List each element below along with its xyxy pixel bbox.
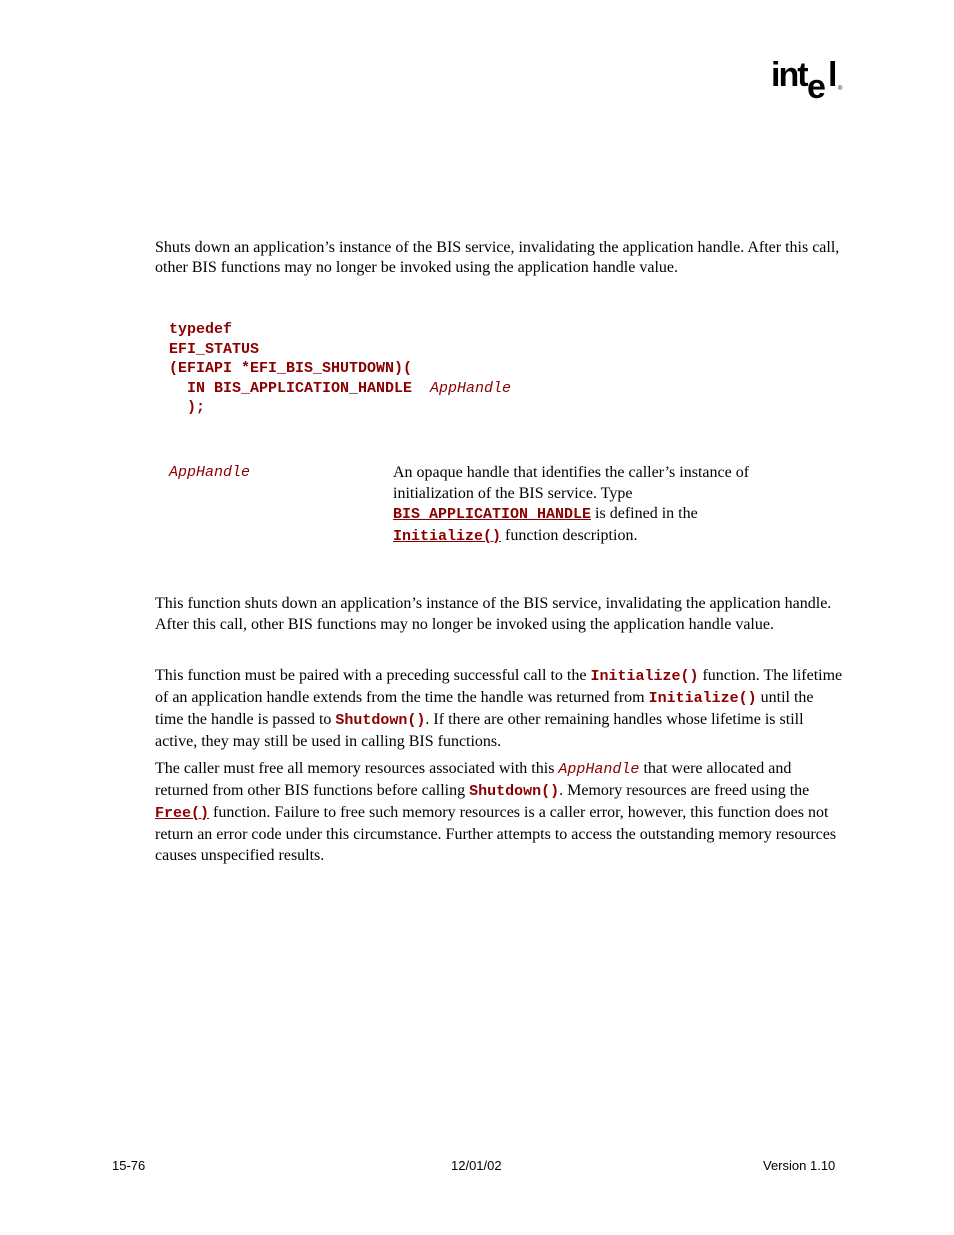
text-run: The caller must free all memory resources associated with this xyxy=(155,760,559,777)
prototype-line: EFI_STATUS xyxy=(169,340,260,358)
intel-logo xyxy=(770,58,844,104)
initialize-link[interactable]: Initialize() xyxy=(393,527,502,545)
text-run: . If there are other remaining handles whose lifetime is still active, they may still be used in calling BIS functions. xyxy=(155,711,804,750)
text-run: until the time the handle is passed to xyxy=(155,689,814,728)
initialize-code: Initialize() xyxy=(648,690,757,707)
prototype-line: ); xyxy=(169,399,206,416)
svg-text:int: int xyxy=(771,58,807,94)
parameter-desc-text: is defined in the xyxy=(591,505,698,522)
prototype-param-type: IN BIS_APPLICATION_HANDLE xyxy=(169,379,431,397)
svg-text:®: ® xyxy=(838,86,843,92)
prototype-line: (EFIAPI *EFI_BIS_SHUTDOWN)( xyxy=(169,360,413,377)
shutdown-code: Shutdown() xyxy=(335,712,426,729)
parameter-desc-text: function description. xyxy=(501,526,638,544)
bis-application-handle-link[interactable]: BIS_APPLICATION_HANDLE xyxy=(393,506,592,523)
footer-version: Version 1.10 xyxy=(763,1158,836,1173)
text-run: function. The lifetime of an application handle extends from the time the handle was returned from xyxy=(155,667,843,706)
text-run: function. Failure to free such memory resources is a caller error, however, this function does not return an error code under this circumstance. Further attempts to access the outstanding memory resources causes unspecified results. xyxy=(155,804,837,864)
page-number: 15-76 xyxy=(112,1158,146,1173)
initialize-code: Initialize() xyxy=(590,668,699,685)
description-paragraph-1: This function shuts down an application’s instance of the BIS service, invalidating the application handle. After this call, other BIS functions may no longer be invoked using the application handle value. xyxy=(155,595,832,633)
prototype-param-name: AppHandle xyxy=(430,379,512,397)
text-run: . Memory resources are freed using the xyxy=(559,782,810,799)
shutdown-code: Shutdown() xyxy=(469,783,560,800)
text-run: This function must be paired with a preceding successful call to the xyxy=(155,667,591,684)
intel-logo-mark xyxy=(770,58,844,104)
text-run: that were allocated and returned from other BIS functions before calling xyxy=(155,760,792,799)
parameter-desc-text: An opaque handle that identifies the caller’s instance of initialization of the BIS service. Type xyxy=(393,464,750,502)
prototype-line: typedef xyxy=(169,321,233,338)
description-paragraph-2 xyxy=(155,665,845,752)
function-prototype xyxy=(169,320,511,418)
parameter-name: AppHandle xyxy=(169,464,251,481)
svg-text:e: e xyxy=(807,68,826,104)
prototype-line xyxy=(169,379,511,399)
parameter-description xyxy=(393,463,813,547)
free-link[interactable]: Free() xyxy=(155,805,210,822)
footer-date: 12/01/02 xyxy=(451,1158,502,1173)
apphandle-ref: AppHandle xyxy=(558,761,640,778)
svg-text:l: l xyxy=(828,58,838,94)
description-paragraph-3 xyxy=(155,758,845,866)
summary-text: Shuts down an application’s instance of the BIS service, invalidating the application handle. After this call, other BIS functions may no longer be invoked using the application handle value. xyxy=(155,239,840,276)
